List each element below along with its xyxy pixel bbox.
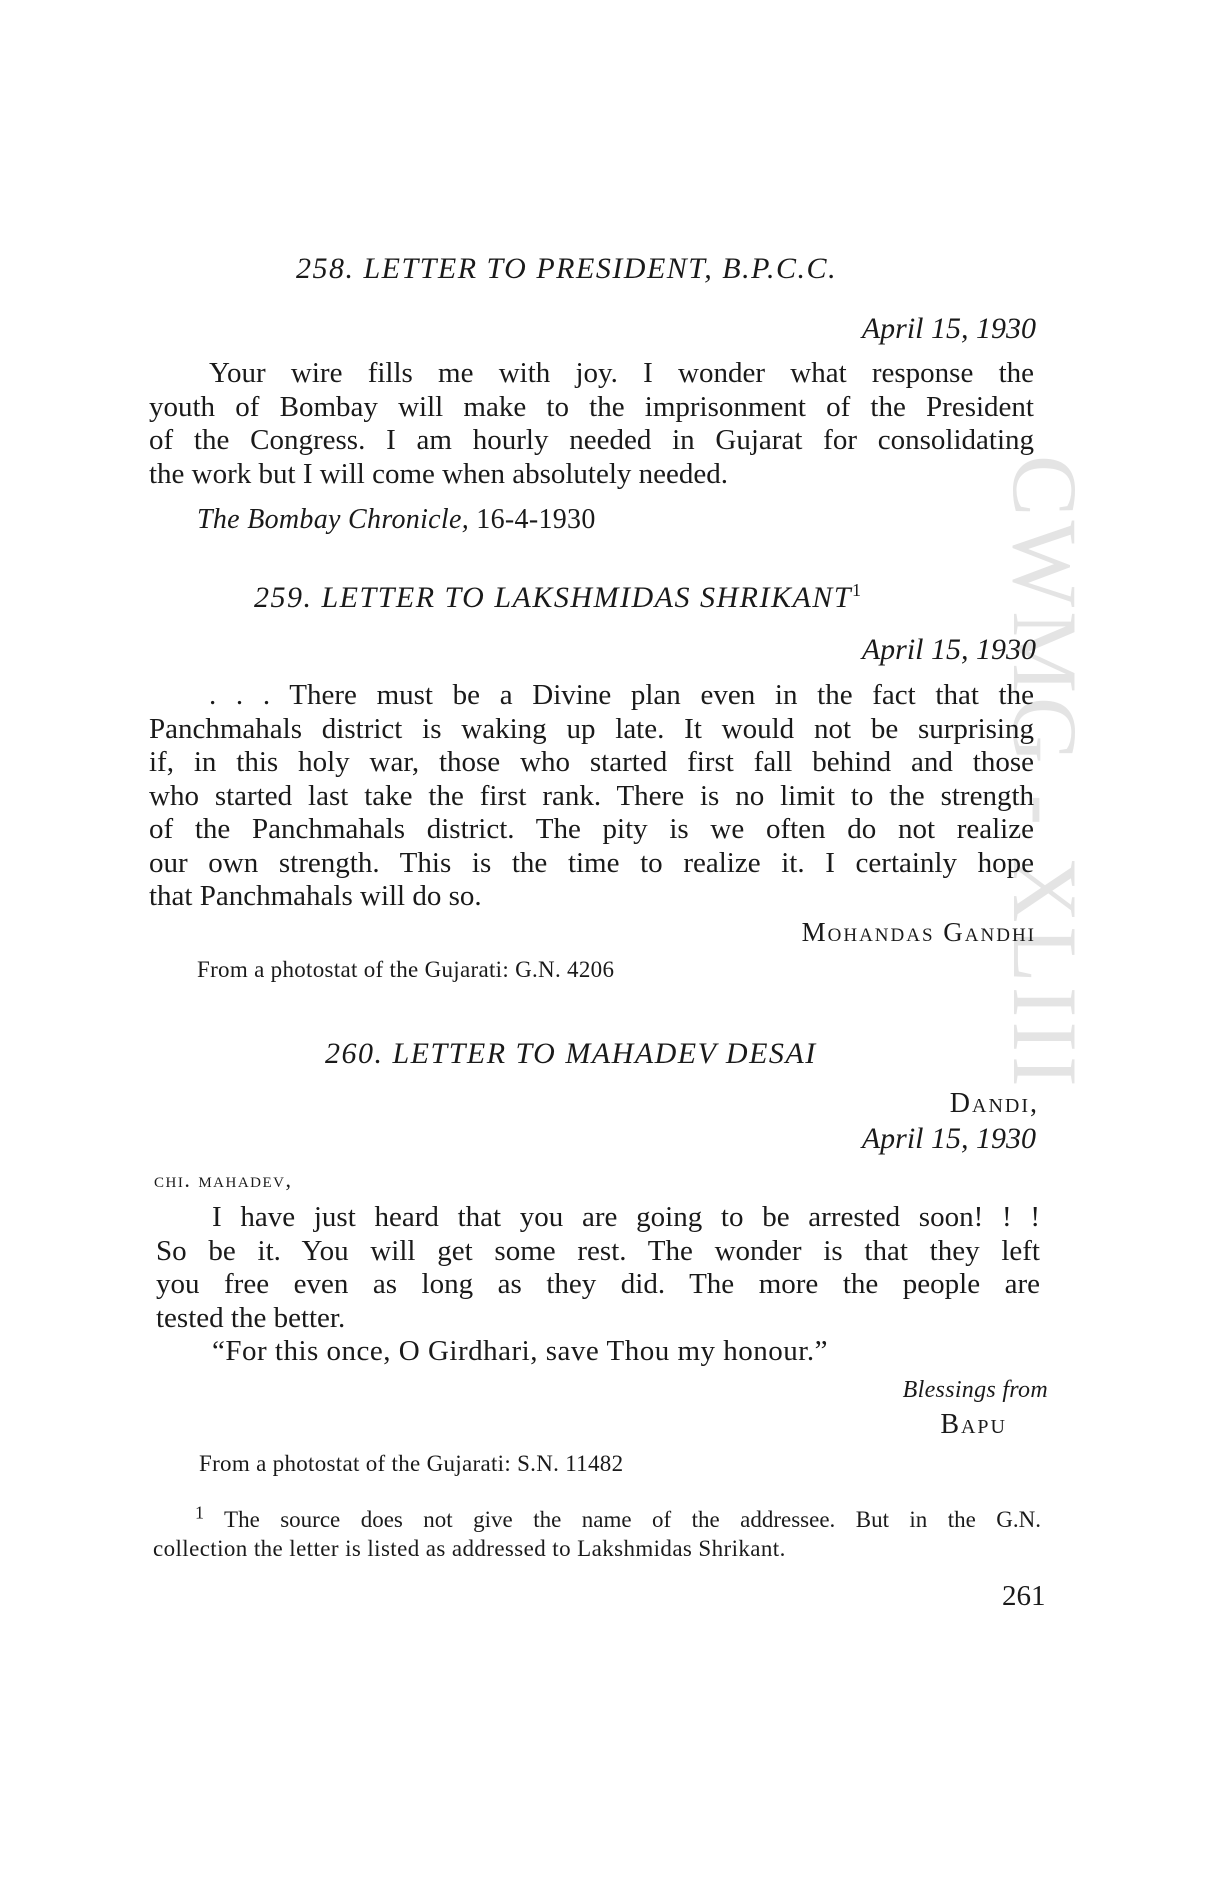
letter-259-body <box>149 679 1034 914</box>
letter-259-title-text: 259. LETTER TO LAKSHMIDAS SHRIKANT <box>254 581 853 614</box>
letter-259-signature: Mohandas Gandhi <box>801 917 1036 947</box>
letter-259-source: From a photostat of the Gujarati: G.N. 4206 <box>197 957 615 982</box>
footnote-mark: 1 <box>195 1502 204 1523</box>
letter-259-date: April 15, 1930 <box>861 633 1036 666</box>
body-line: who started last take the first rank. There is no limit to the strength <box>149 779 1034 812</box>
footnote <box>153 1502 1041 1563</box>
letter-260-title: 260. LETTER TO MAHADEV DESAI <box>325 1037 817 1070</box>
letter-260-salutation: chi. mahadev, <box>154 1167 293 1192</box>
letter-260-place: Dandi, <box>949 1088 1039 1119</box>
letter-258-date: April 15, 1930 <box>861 312 1036 345</box>
body-line: I have just heard that you are going to be arrested soon! ! ! <box>212 1201 1040 1233</box>
body-line: the work but I will come when absolutely needed. <box>149 457 729 490</box>
letter-260-source: From a photostat of the Gujarati: S.N. 11482 <box>199 1451 624 1476</box>
body-line: Panchmahals district is waking up late. It would not be surprising <box>149 712 1034 745</box>
letter-260-date: April 15, 1930 <box>861 1122 1036 1155</box>
watermark: CWMG - XLIII <box>994 455 1096 1091</box>
letter-260-signature: Bapu <box>940 1409 1007 1440</box>
body-line: of the Congress. I am hourly needed in Gujarat for consolidating <box>149 424 1034 456</box>
letter-259-title <box>254 581 863 615</box>
body-line: of the Panchmahals district. The pity is we often do not realize <box>149 813 1034 845</box>
body-line: that Panchmahals will do so. <box>149 880 482 912</box>
body-line: . . . There must be a Divine plan even in the fact that the <box>209 679 1034 711</box>
source-publication: The Bombay Chronicle, <box>197 504 469 535</box>
body-line: our own strength. This is the time to realize it. I certainly hope <box>149 846 1034 879</box>
body-line: you free even as long as they did. The more the people are <box>156 1268 1040 1300</box>
letter-260-closing: Blessings from <box>902 1377 1048 1403</box>
footnote-line-2: collection the letter is listed as addressed to Lakshmidas Shrikant. <box>153 1536 786 1561</box>
letter-258-title: 258. LETTER TO PRESIDENT, B.P.C.C. <box>296 252 838 285</box>
body-line: youth of Bombay will make to the imprisonment of the President <box>149 390 1034 423</box>
body-line: tested the better. <box>156 1301 346 1334</box>
page-number: 261 <box>1002 1580 1046 1612</box>
letter-258-source <box>197 504 596 536</box>
body-line: if, in this holy war, those who started first fall behind and those <box>149 746 1034 778</box>
letter-258-body <box>149 357 1034 491</box>
footnote-line-1: $^1$ The source does not give the name of the addressee. But in the G.N. <box>195 1502 1041 1532</box>
source-date: 16-4-1930 <box>469 504 596 535</box>
body-line: Your wire fills me with joy. I wonder what response the <box>209 357 1034 389</box>
footnote-marker: 1 <box>852 580 863 600</box>
letter-260-body <box>156 1201 1040 1335</box>
letter-260-quote: “For this once, O Girdhari, save Thou my honour.” <box>212 1335 828 1367</box>
body-line: So be it. You will get some rest. The wonder is that they left <box>156 1234 1040 1267</box>
